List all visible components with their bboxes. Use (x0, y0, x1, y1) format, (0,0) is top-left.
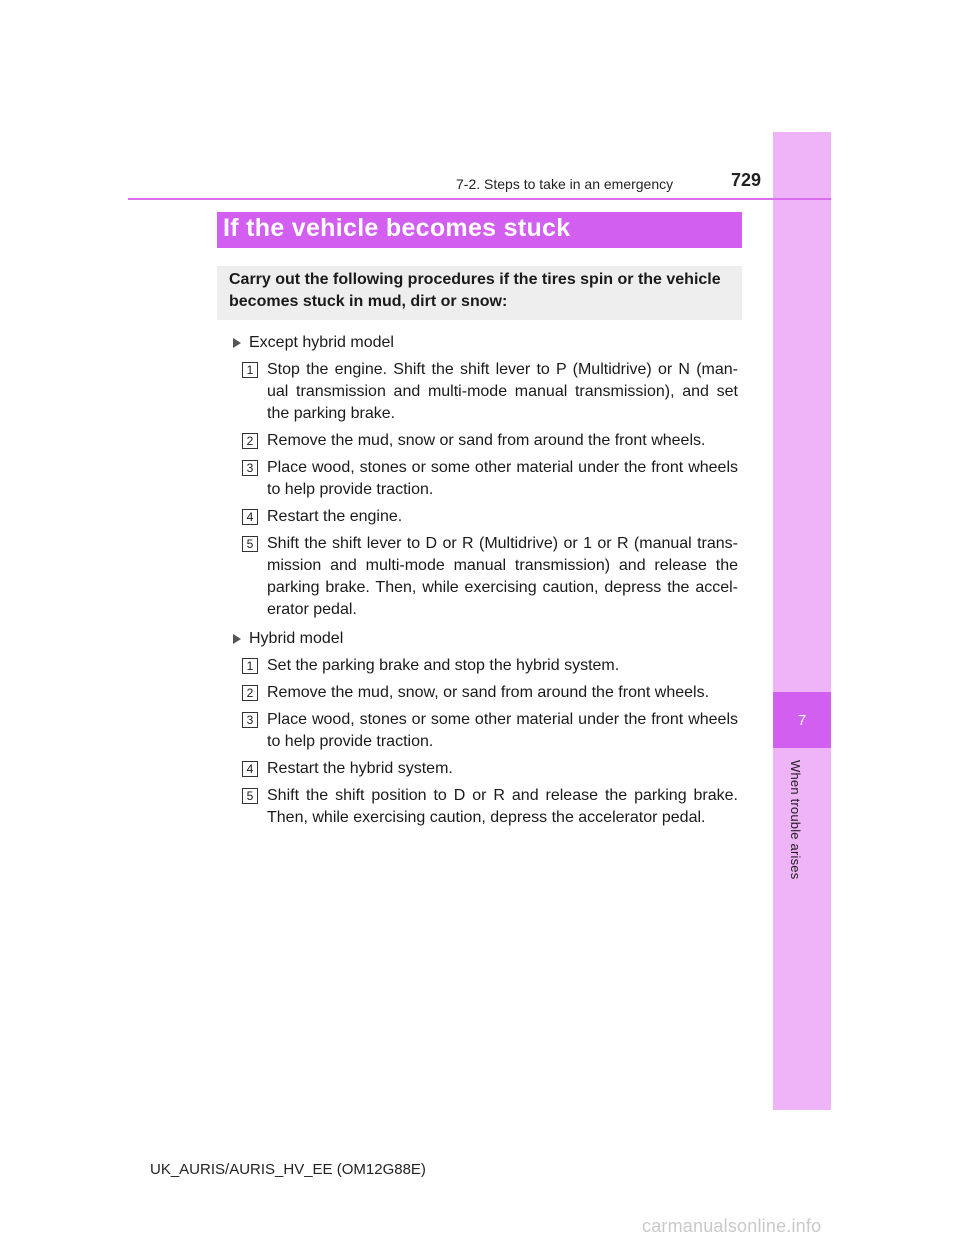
step-number-badge: 2 (242, 685, 258, 701)
chapter-side-tab (773, 132, 831, 1110)
step-item (229, 457, 738, 501)
document-footer: UK_AURIS/AURIS_HV_EE (OM12G88E) (150, 1161, 426, 1178)
watermark: carmanualsonline.info (642, 1216, 822, 1236)
group-heading-text: Except hybrid model (249, 334, 394, 351)
intro-box (217, 266, 742, 320)
step-text: Shift the shift position to D or R and release the parking brake. Then, while exercising caution, depress the accelerator pedal. (267, 787, 738, 826)
step-item (229, 359, 738, 425)
step-number-badge: 5 (242, 536, 258, 552)
step-text: Place wood, stones or some other material under the front wheels to help provide traction. (267, 711, 738, 750)
step-text: Stop the engine. Shift the shift lever to P (Multidrive) or N (man-ual transmission and multi-mode manual transmission), and set the parking brake. (267, 361, 738, 422)
step-item (229, 430, 738, 452)
group-heading (229, 332, 738, 354)
page-title: If the vehicle becomes stuck (217, 212, 742, 248)
step-item (229, 682, 738, 704)
step-item (229, 758, 738, 780)
page-number: 729 (731, 170, 762, 190)
procedure-content (229, 332, 738, 834)
step-number-badge: 1 (242, 362, 258, 378)
step-text: Shift the shift lever to D or R (Multidrive) or 1 or R (manual trans-mission and multi-mode manual transmission) and release the parking brake. Then, while exercising caution, depress the accel-erator pedal. (267, 535, 738, 618)
header-divider (128, 198, 831, 200)
step-number-badge: 3 (242, 712, 258, 728)
section-header: 7-2. Steps to take in an emergency (456, 176, 674, 192)
step-text: Restart the hybrid system. (267, 760, 453, 777)
chapter-number: 7 (797, 711, 807, 729)
step-item (229, 506, 738, 528)
step-item (229, 785, 738, 829)
procedure-group-except-hybrid (229, 332, 738, 621)
step-number-badge: 1 (242, 658, 258, 674)
step-number-badge: 2 (242, 433, 258, 449)
procedure-group-hybrid (229, 628, 738, 829)
group-heading (229, 628, 738, 650)
triangle-arrow-icon (233, 634, 241, 644)
step-text: Restart the engine. (267, 508, 403, 525)
step-text: Place wood, stones or some other material under the front wheels to help provide traction. (267, 459, 738, 498)
step-item (229, 709, 738, 753)
chapter-number-tab[interactable] (773, 692, 831, 748)
group-heading-text: Hybrid model (249, 630, 344, 647)
step-number-badge: 4 (242, 761, 258, 777)
step-text: Set the parking brake and stop the hybrid system. (267, 657, 620, 674)
step-number-badge: 5 (242, 788, 258, 804)
step-number-badge: 4 (242, 509, 258, 525)
intro-text: Carry out the following procedures if the tires spin or the vehicle becomes stuck in mud, dirt or snow: (229, 271, 721, 310)
triangle-arrow-icon (233, 338, 241, 348)
step-text: Remove the mud, snow, or sand from around the front wheels. (267, 684, 710, 701)
chapter-title: When trouble arises (788, 760, 803, 880)
step-number-badge: 3 (242, 460, 258, 476)
step-text: Remove the mud, snow or sand from around the front wheels. (267, 432, 706, 449)
step-item (229, 533, 738, 621)
step-item (229, 655, 738, 677)
